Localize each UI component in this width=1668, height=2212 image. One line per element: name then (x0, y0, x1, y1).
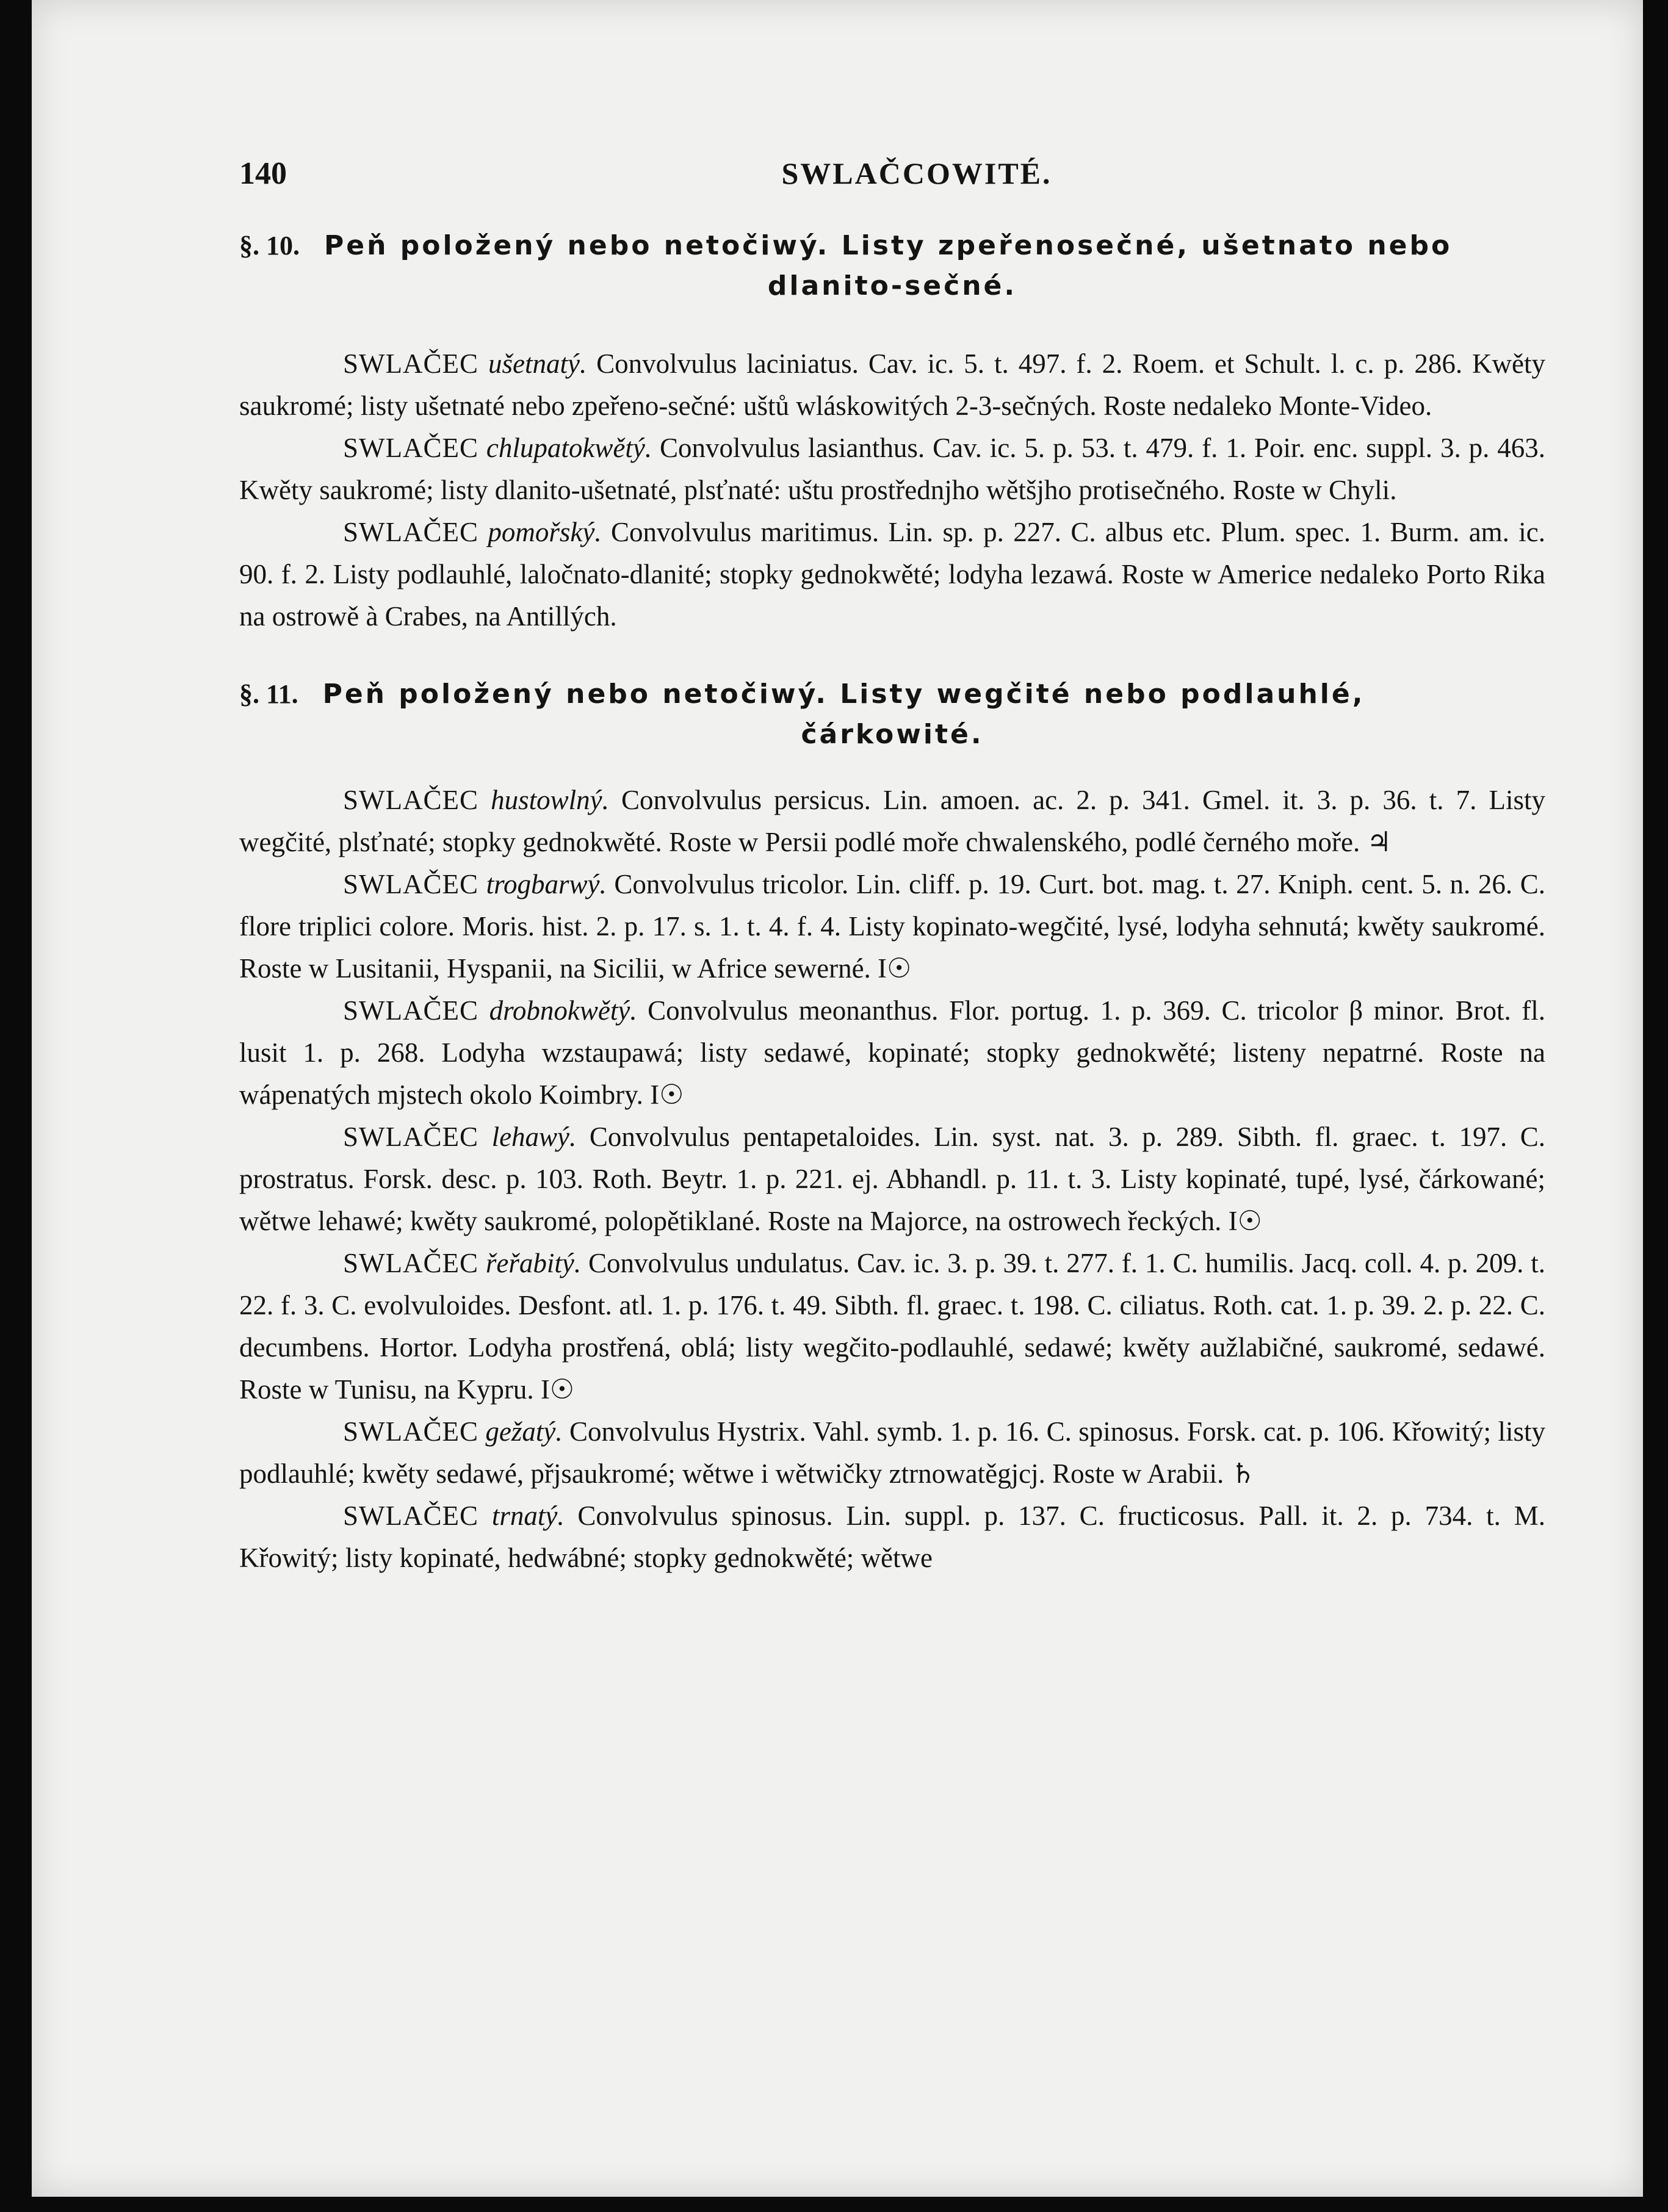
species-epithet: pomořský. (488, 517, 602, 547)
species-entry (239, 427, 1545, 511)
entry-text: Convolvulus laciniatus. Cav. ic. 5. t. 497. f. 2. Roem. et Schult. l. c. p. 286. Kwěty saukromé; listy ušetnaté nebo zpeřeno-sečné: uštů wláskowitých 2-3-sečných. Roste nedaleko Monte-Video. (239, 348, 1546, 421)
entry-text: Convolvulus maritimus. Lin. sp. p. 227. C. albus etc. Plum. spec. 1. Burm. am. ic. 90. f. 2. Listy podlauhlé, laločnato-dlanité; stopky gednokwěté; lodyha lezawá. Roste w Americe nedaleko Porto Rika na ostrowě à Crabes, na Antillých. (239, 517, 1546, 632)
species-epithet: drobnokwětý. (489, 995, 637, 1026)
page-content (239, 226, 1545, 1579)
entry-text: Convolvulus tricolor. Lin. cliff. p. 19. Curt. bot. mag. t. 27. Kniph. cent. 5. n. 26. C. flore triplici colore. Moris. hist. 2. p. 17. s. 1. t. 4. f. 4. Listy kopinato-wegčité, lysé, lodyha sehnutá; kwěty saukromé. Roste w Lusitanii, Hyspanii, na Sicilii, w Africe sewerné. I☉ (239, 869, 1546, 984)
page-number: 140 (239, 156, 287, 191)
page-header (239, 156, 1545, 198)
species-entry (239, 863, 1545, 990)
species-epithet: gežatý. (485, 1416, 563, 1447)
entry-text: Convolvulus meonanthus. Flor. portug. 1. p. 369. C. tricolor β minor. Brot. fl. lusit 1. p. 268. Lodyha wzstaupawá; listy sedawé, kopinaté; stopky gednokwěté; listeny nepatrné. Roste na wápenatých mjstech okolo Koimbry. I☉ (239, 995, 1546, 1110)
section-heading-text: Peň položený nebo netočiwý. Listy wegčité nebo podlauhlé, (322, 679, 1365, 710)
genus-name: SWLAČEC (343, 433, 479, 463)
species-entry (239, 779, 1545, 863)
genus-name: SWLAČEC (343, 1122, 479, 1152)
genus-name: SWLAČEC (343, 1248, 479, 1278)
entry-text: Convolvulus pentapetaloides. Lin. syst. nat. 3. p. 289. Sibth. fl. graec. t. 197. C. prostratus. Forsk. desc. p. 103. Roth. Beytr. 1. p. 221. ej. Abhandl. p. 11. t. 3. Listy kopinaté, tupé, lysé, čárkowané; wětwe lehawé; kwěty saukromé, polopětiklané. Roste na Majorce, na ostrowech řeckých. I☉ (239, 1122, 1546, 1236)
section-number: §. 11. (239, 679, 298, 709)
species-epithet: trogbarwý. (486, 869, 607, 899)
species-entry (239, 511, 1545, 638)
species-epithet: řeřabitý. (485, 1248, 582, 1278)
entry-text: Convolvulus persicus. Lin. amoen. ac. 2. p. 341. Gmel. it. 3. p. 36. t. 7. Listy wegčité, plsťnaté; stopky gednokwěté. Roste w Persii podlé moře chwalenského, podlé černého moře. ♃ (239, 785, 1545, 857)
species-entry (239, 1116, 1545, 1242)
species-epithet: chlupatokwětý. (486, 433, 652, 463)
species-entry (239, 1495, 1545, 1579)
running-title: SWLAČCOWITÉ. (781, 156, 1052, 190)
entry-text: Convolvulus undulatus. Cav. ic. 3. p. 39. t. 277. f. 1. C. humilis. Jacq. coll. 4. p. 209. t. 22. f. 3. C. evolvuloides. Desfont. atl. 1. p. 176. t. 49. Sibth. fl. graec. t. 198. C. ciliatus. Roth. cat. 1. p. 39. 2. p. 22. C. decumbens. Hortor. Lodyha prostřená, oblá; listy wegčito-podlauhlé, sedawé; kwěty aužlabičné, saukromé, sedawé. Roste w Tunisu, na Kypru. I☉ (239, 1248, 1546, 1405)
genus-name: SWLAČEC (343, 785, 479, 815)
entry-text: Convolvulus spinosus. Lin. suppl. p. 137. C. fructicosus. Pall. it. 2. p. 734. t. M. Křowitý; listy kopinaté, hedwábné; stopky gednokwěté; wětwe (239, 1500, 1546, 1573)
entry-text: Convolvulus Hystrix. Vahl. symb. 1. p. 16. C. spinosus. Forsk. cat. p. 106. Křowitý; listy podlauhlé; kwěty sedawé, přjsaukromé; wětwe i wětwičky ztrnowatěgjcj. Roste w Arabii. ♄ (239, 1416, 1545, 1489)
section-heading-text: Peň položený nebo netočiwý. Listy zpeřenosečné, ušetnato nebo (324, 230, 1453, 261)
species-entry (239, 1411, 1545, 1495)
genus-name: SWLAČEC (343, 348, 479, 379)
species-entry (239, 343, 1545, 427)
section-heading (239, 674, 1545, 755)
species-entry (239, 990, 1545, 1116)
section-heading-continuation: dlanito-sečné. (767, 270, 1017, 301)
section-heading (239, 226, 1545, 306)
species-epithet: hustowlný. (491, 785, 609, 815)
species-epithet: lehawý. (491, 1122, 577, 1152)
entry-text: Convolvulus lasianthus. Cav. ic. 5. p. 53. t. 479. f. 1. Poir. enc. suppl. 3. p. 463. Kwěty saukromé; listy dlanito-ušetnaté, plsťnaté: uštu prostřednjho wětšjho protisečného. Roste w Chyli. (239, 433, 1546, 505)
species-entry (239, 1242, 1545, 1411)
book-page (32, 0, 1643, 2197)
genus-name: SWLAČEC (343, 1416, 479, 1447)
species-epithet: trnatý. (491, 1500, 565, 1531)
section-heading-continuation: čárkowité. (801, 719, 984, 750)
genus-name: SWLAČEC (343, 869, 479, 899)
genus-name: SWLAČEC (343, 517, 479, 547)
section-number: §. 10. (239, 231, 300, 261)
species-epithet: ušetnatý. (488, 348, 587, 379)
genus-name: SWLAČEC (343, 995, 479, 1026)
genus-name: SWLAČEC (343, 1500, 479, 1531)
